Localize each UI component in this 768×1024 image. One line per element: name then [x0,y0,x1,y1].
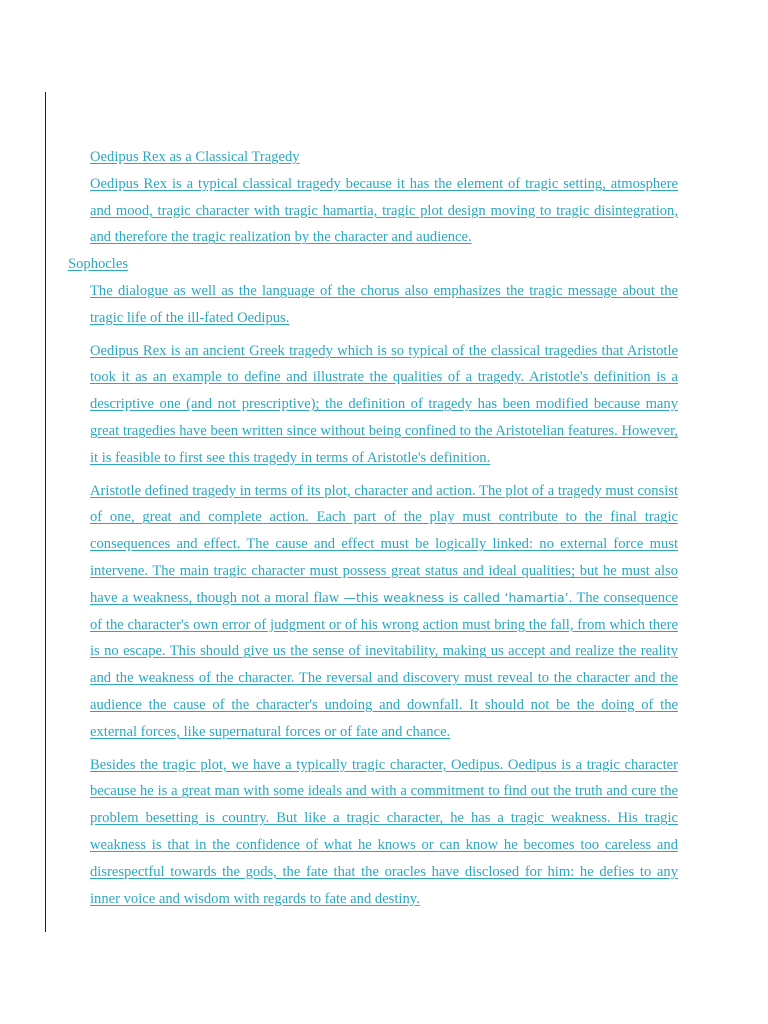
aristotle-text-part-1: Aristotle defined tragedy in terms of its plot, character and action. The plot of a tragedy must consist of one, great and complete action. Each part of the play must contribute to the final tragic consequences and effect. The cause and effect must be logically linked: no external force must intervene. The main tragic character must possess great status and ideal qualities; but he must also have a weakness, though not a moral flaw [90,482,678,606]
document-body [68,144,678,912]
tragic-character-paragraph[interactable]: Besides the tragic plot, we have a typically tragic character, Oedipus. Oedipus is a tragic character because he is a great man with some ideals and with a commitment to find out the truth and cure the problem besetting is country. But like a tragic character, he has a tragic weakness. His tragic weakness is that in the confidence of what he knows or can know he becomes too careless and disrespectful towards the gods, the fate that the oracles have disclosed for him: he defies to any inner voice and wisdom with regards to fate and destiny. [90,756,678,907]
aristotle-definition-paragraph[interactable] [90,478,678,746]
ancient-tragedy-paragraph[interactable]: Oedipus Rex is an ancient Greek tragedy which is so typical of the classical tragedies that Aristotle took it as an example to define and illustrate the qualities of a tragedy. Aristotle's definition is a descriptive one (and not prescriptive); the definition of tragedy has been modified because many great tragedies have been written since without being confined to the Aristotelian features. However, it is feasible to first see this tragedy in terms of Aristotle's definition. [90,342,678,466]
document-title[interactable]: Oedipus Rex as a Classical Tragedy [90,149,300,165]
intro-paragraph[interactable]: Oedipus Rex is a typical classical tragedy because it has the element of tragic setting, atmosphere and mood, tragic character with tragic hamartia, tragic plot design moving to tragic disintegration, and therefore the tragic realization by the character and audience. [90,175,678,246]
dialogue-paragraph[interactable]: The dialogue as well as the language of the chorus also emphasizes the tragic message about the tragic life of the ill-fated Oedipus. [90,282,678,326]
margin-rule [45,92,46,932]
hamartia-phrase: —this weakness is called ‘hamartia’. [343,589,573,605]
author-heading[interactable]: Sophocles [68,256,128,273]
aristotle-text-part-2: The consequence of the character's own error of judgment or of his wrong action must bring the fall, from which there is no escape. This should give us the sense of inevitability, making us accept and realize the reality and the weakness of the character. The reversal and discovery must reveal to the character and the audience the cause of the character's undoing and downfall. It should not be the doing of the external forces, like supernatural forces or of fate and chance. [90,589,679,740]
